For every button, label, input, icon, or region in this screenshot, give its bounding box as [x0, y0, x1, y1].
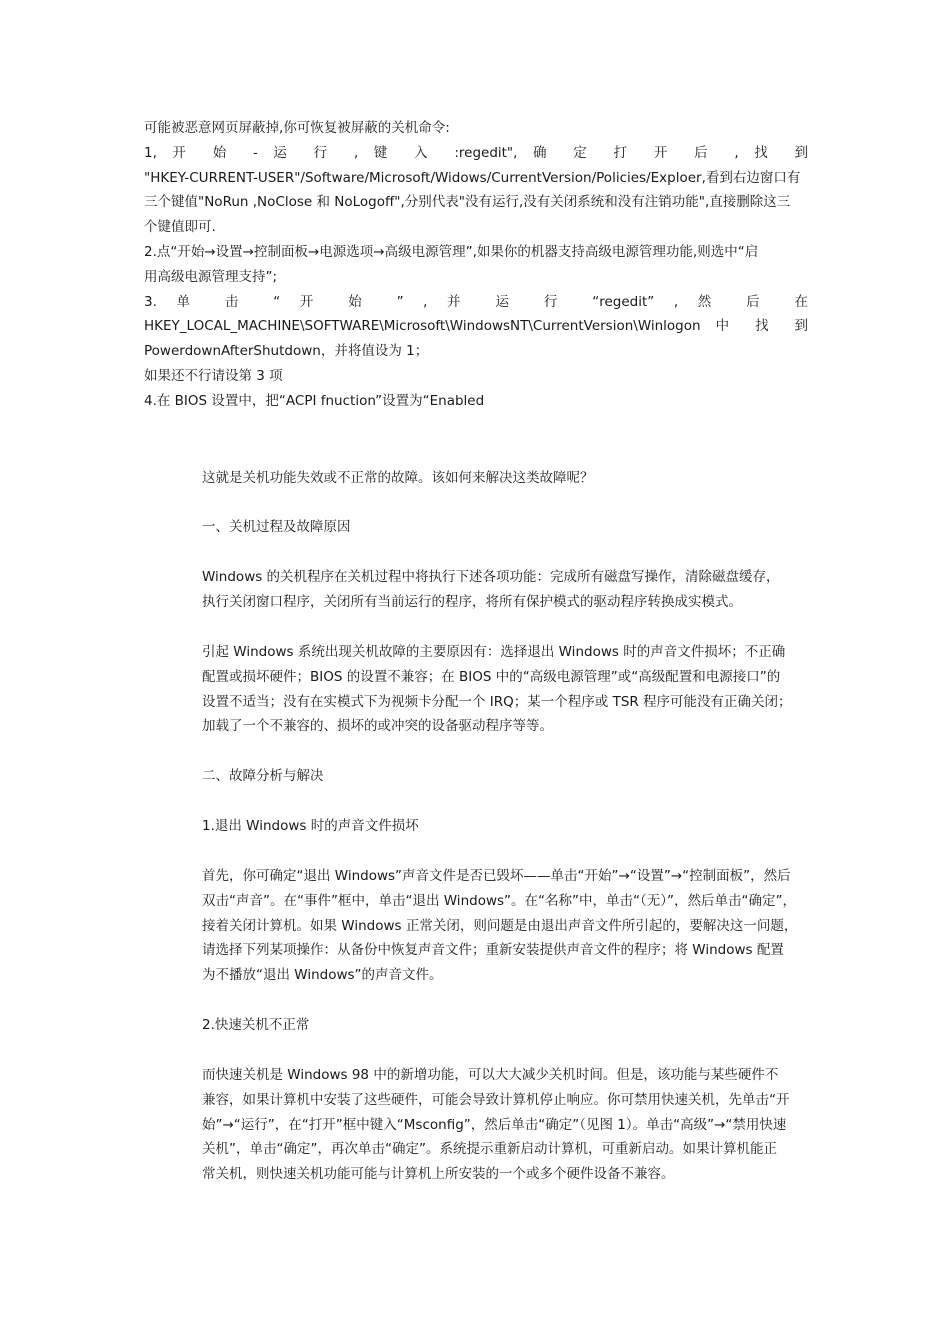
intro-line: 2.点“开始→设置→控制面板→电源选项→高级电源管理”,如果你的机器支持高级电源管理功能,则选中“启	[144, 243, 759, 260]
intro-line: 4.在 BIOS 设置中，把“ACPI fnuction”设置为“Enabled	[144, 392, 485, 409]
fault-causes-paragraph	[202, 640, 808, 739]
shutdown-process-paragraph	[202, 565, 808, 615]
intro-line: 个键值即可.	[144, 219, 216, 236]
heading-text: 1.退出 Windows 时的声音文件损坏	[202, 818, 419, 834]
section-heading-2	[202, 764, 808, 789]
intro-line: 1, 开 始 - 运 行 , 键 入 :regedit", 确 定 打 开 后 , 找 到	[144, 144, 808, 161]
sound-file-paragraph	[202, 864, 808, 988]
paragraph-line: 请选择下列某项操作：从备份中恢复声音文件；重新安装提供声音文件的程序；将 Windows 配置	[202, 942, 784, 959]
paragraph-line: 接着关闭计算机。如果 Windows 正常关闭，则问题是由退出声音文件所引起的，要解决这一问题，	[202, 917, 798, 934]
fast-shutdown-paragraph	[202, 1063, 808, 1187]
paragraph-line: 而快速关机是 Windows 98 中的新增功能，可以大大减少关机时间。但是，该功能与某些硬件不	[202, 1067, 779, 1083]
intro-line: "HKEY-CURRENT-USER"/Software/Microsoft/Widows/CurrentVersion/Policies/Exploer,看到右边窗口有	[144, 169, 801, 186]
intro-line: 3. 单 击 “ 开 始 ” , 并 运 行 “regedit” , 然 后 在	[144, 293, 808, 310]
paragraph-line: 兼容，如果计算机中安装了这些硬件，可能会导致计算机停止响应。你可禁用快速关机，先单击“开	[202, 1091, 790, 1108]
subheading-2	[202, 1013, 808, 1038]
intro-line: 可能被恶意网页屏蔽掉,你可恢复被屏蔽的关机命令:	[144, 120, 450, 136]
paragraph-line: 加载了一个不兼容的、损坏的或冲突的设备驱动程序等等。	[202, 718, 553, 735]
intro-line: PowerdownAfterShutdown，并将值设为 1；	[144, 343, 429, 360]
intro-paragraph	[202, 466, 808, 491]
paragraph-line: Windows 的关机程序在关机过程中将执行下述各项功能：完成所有磁盘写操作，清除磁盘缓存，	[202, 569, 780, 585]
paragraph-line: 关机”，单击“确定”，再次单击“确定”。系统提示重新启动计算机，可重新启动。如果计算机能正	[202, 1141, 777, 1158]
heading-text: 二、故障分析与解决	[202, 768, 324, 784]
paragraph-line: 设置不适当；没有在实模式下为视频卡分配一个 IRQ；某一个程序或 TSR 程序可能没有正确关闭；	[202, 693, 792, 710]
paragraph-line: 配置或损坏硬件；BIOS 的设置不兼容；在 BIOS 中的“高级电源管理”或“高级配置和电源接口”的	[202, 668, 781, 685]
intro-line: 三个键值"NoRun ,NoClose 和 NoLogoff",分别代表"没有运行,没有关闭系统和没有注销功能",直接删除这三	[144, 194, 791, 211]
heading-text: 2.快速关机不正常	[202, 1017, 310, 1033]
section-heading-1	[202, 515, 808, 540]
paragraph-line: 始”→“运行”，在“打开”框中键入“Msconfig”，然后单击“确定”（见图 1）。单击“高级”→“禁用快速	[202, 1116, 787, 1133]
intro-line: 如果还不行请设第 3 项	[144, 367, 283, 384]
heading-text: 一、关机过程及故障原因	[202, 519, 351, 535]
paragraph-line: 这就是关机功能失效或不正常的故障。该如何来解决这类故障呢？	[202, 470, 594, 486]
paragraph-line: 执行关闭窗口程序，关闭所有当前运行的程序，将所有保护模式的驱动程序转换成实模式。	[202, 593, 742, 610]
intro-section	[144, 116, 808, 414]
subheading-1	[202, 814, 808, 839]
paragraph-line: 首先，你可确定“退出 Windows”声音文件是否已毁坏——单击“开始”→“设置”→“控制面板”，然后	[202, 868, 791, 884]
paragraph-line: 双击“声音”。在“事件”框中，单击“退出 Windows”。在“名称”中，单击“（无）”，然后单击“确定”，	[202, 892, 796, 909]
paragraph-line: 为不播放“退出 Windows”的声音文件。	[202, 967, 443, 984]
paragraph-line: 常关机，则快速关机功能可能与计算机上所安装的一个或多个硬件设备不兼容。	[202, 1166, 675, 1183]
intro-line: 用高级电源管理支持”;	[144, 268, 278, 285]
intro-line: HKEY_LOCAL_MACHINE\SOFTWARE\Microsoft\WindowsNT\CurrentVersion\Winlogon 中 找 到	[144, 318, 808, 335]
paragraph-line: 引起 Windows 系统出现关机故障的主要原因有：选择退出 Windows 时的声音文件损坏；不正确	[202, 644, 786, 660]
